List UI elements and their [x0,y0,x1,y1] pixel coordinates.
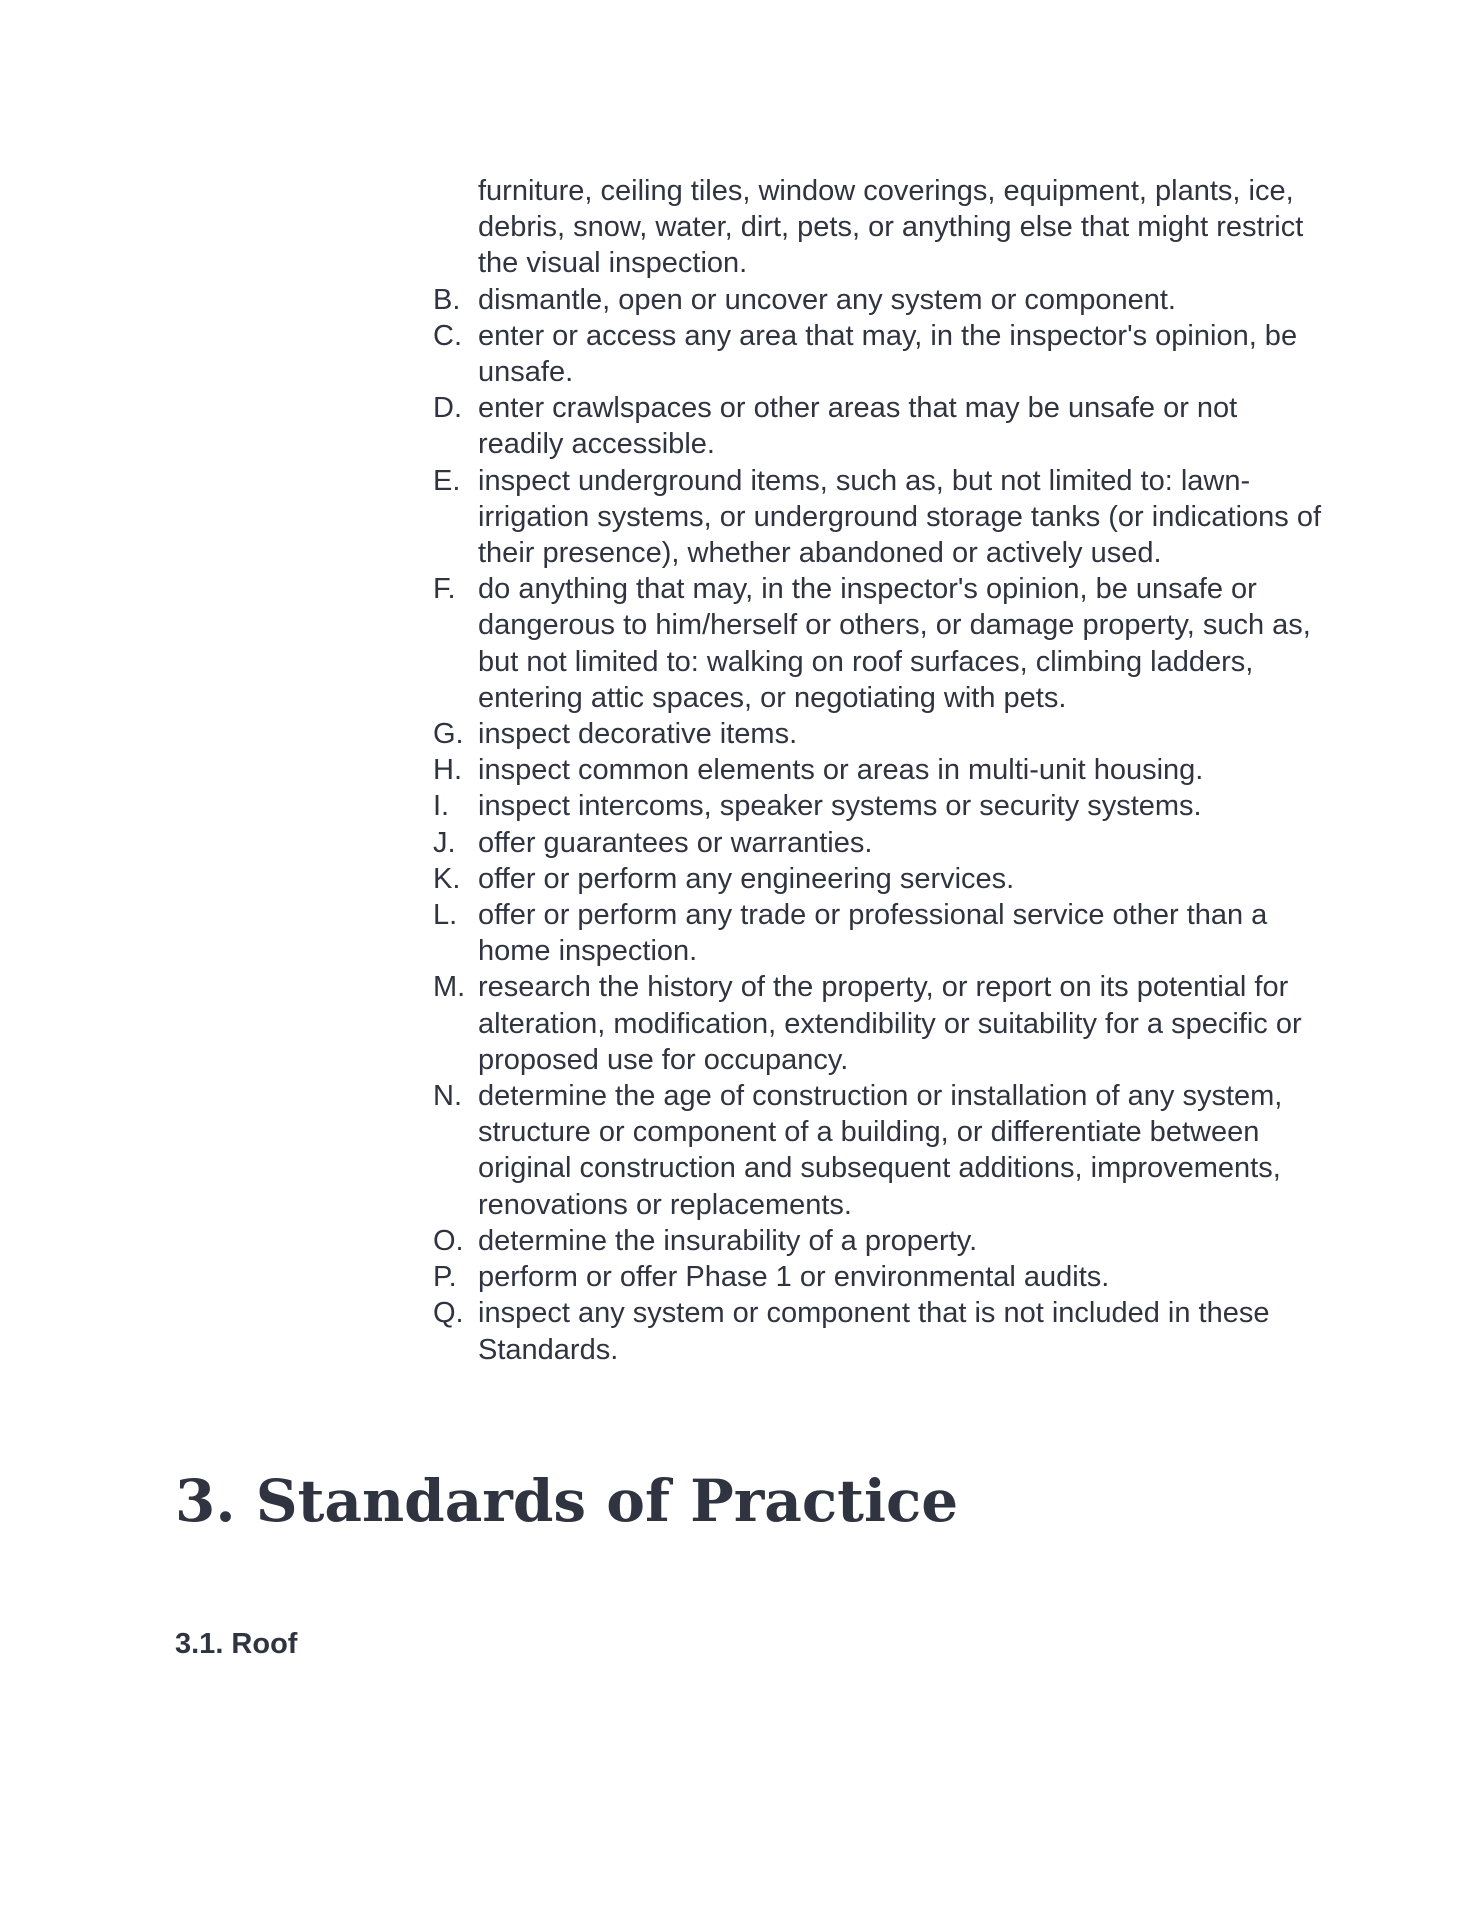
list-item-text: dismantle, open or uncover any system or component. [478,283,1176,316]
list-marker: N. [433,1080,462,1113]
list-item-p [433,1259,1323,1295]
list-item-text: research the history of the property, or report on its potential for alteration, modification, extendibility or suitability for a specific or proposed use for occupancy. [478,971,1302,1076]
list-item-i [433,788,1323,824]
list-item-m [433,969,1323,1078]
list-item-continuation [433,173,1323,282]
exclusions-list [433,173,1323,1368]
list-marker: H. [433,754,462,787]
list-item-f [433,571,1323,716]
list-item-text: inspect intercoms, speaker systems or security systems. [478,790,1202,823]
list-marker: G. [433,718,464,751]
list-item-text: inspect underground items, such as, but not limited to: lawn-irrigation systems, or underground storage tanks (or indications of their presence), whether abandoned or actively used. [478,464,1322,570]
list-item-o [433,1223,1323,1259]
list-item-text: perform or offer Phase 1 or environmental audits. [478,1261,1110,1294]
list-item-text: determine the age of construction or installation of any system, structure or component of a building, or differentiate between original construction and subsequent additions, improvements, renovations or replacements. [478,1080,1283,1221]
list-marker: F. [433,573,456,606]
list-marker: B. [433,283,461,316]
list-item-text: determine the insurability of a property. [478,1224,978,1257]
section-heading: 3. Standards of Practice [175,1467,959,1535]
list-item-e [433,463,1323,572]
list-item-q [433,1295,1323,1367]
list-marker: E. [433,464,461,497]
list-item-text: enter or access any area that may, in the inspector's opinion, be unsafe. [478,319,1298,389]
list-item-h [433,752,1323,788]
list-marker: I. [433,790,450,823]
list-item-text: inspect decorative items. [478,718,798,751]
list-item-text: furniture, ceiling tiles, window coverings, equipment, plants, ice, debris, snow, water, dirt, pets, or anything else that might restrict the visual inspection. [478,175,1304,280]
list-marker: K. [433,862,461,895]
list-item-text: offer or perform any engineering services. [478,862,1015,895]
list-marker: Q. [433,1297,464,1330]
list-item-j [433,825,1323,861]
list-item-text: inspect common elements or areas in multi-unit housing. [478,754,1204,787]
list-item-l [433,897,1323,969]
list-item-text: offer guarantees or warranties. [478,826,873,859]
list-marker: L. [433,899,458,932]
list-marker: D. [433,392,462,425]
list-item-k [433,861,1323,897]
list-marker: P. [433,1261,457,1294]
list-item-text: offer or perform any trade or professional service other than a home inspection. [478,899,1268,968]
list-item-text: do anything that may, in the inspector's opinion, be unsafe or dangerous to him/herself or others, or damage property, such as, but not limited to: walking on roof surfaces, climbing ladders, entering attic spaces, or negotiating with pets. [478,573,1311,714]
list-marker: J. [433,826,456,859]
list-item-text: inspect any system or component that is not included in these Standards. [478,1297,1270,1366]
list-marker: M. [433,971,466,1004]
list-item-c [433,318,1323,390]
list-item-g [433,716,1323,752]
list-marker: C. [433,319,462,352]
list-item-b [433,282,1323,318]
list-item-n [433,1078,1323,1223]
subsection-heading: 3.1. Roof [175,1628,298,1660]
list-marker: O. [433,1224,464,1257]
list-item-d [433,390,1323,462]
list-item-text: enter crawlspaces or other areas that may be unsafe or not readily accessible. [478,392,1238,461]
